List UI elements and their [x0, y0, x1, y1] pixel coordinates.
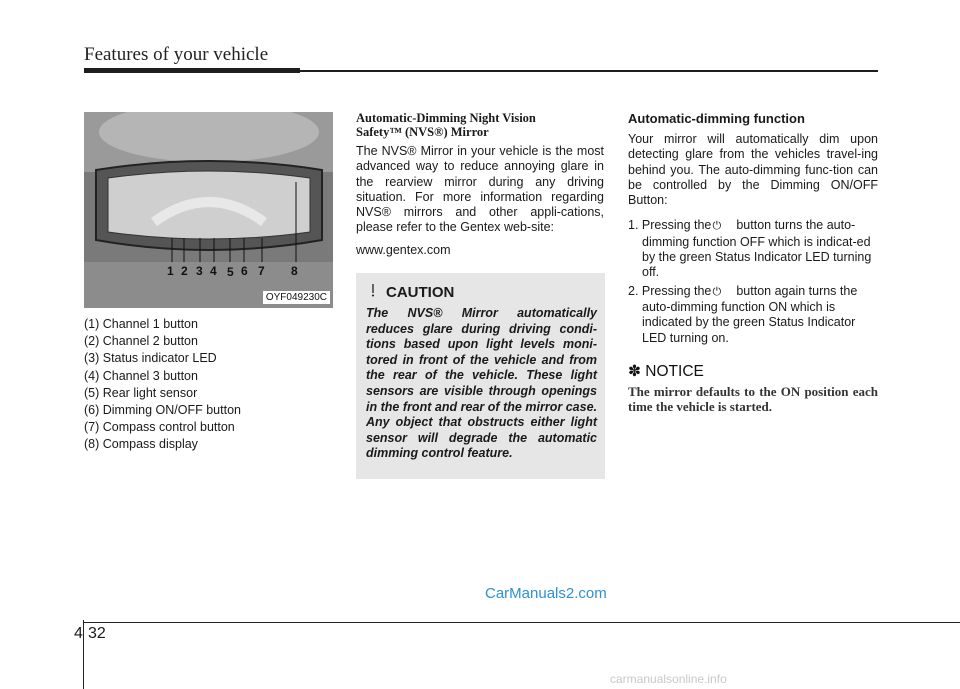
callout-7: 7 — [258, 264, 265, 278]
step-1-pre: 1. Pressing the — [628, 218, 712, 233]
bottom-watermark: carmanualsonline.info — [610, 672, 727, 686]
notice-body: The mirror defaults to the ON position each time the vehicle is started. — [628, 383, 878, 415]
header-rule-thick — [84, 68, 300, 73]
caution-heading: CAUTION — [386, 284, 455, 301]
page-number: 32 — [88, 625, 106, 642]
caption-5: (5) Rear light sensor — [84, 385, 198, 400]
callout-3: 3 — [196, 264, 203, 278]
mirror-illustration — [84, 112, 333, 308]
callout-4: 4 — [210, 264, 217, 278]
callout-1: 1 — [167, 264, 174, 278]
nvs-heading-line1: Automatic-Dimming Night Vision — [356, 111, 536, 125]
footer-horizontal-rule — [83, 622, 960, 623]
footer-vertical-rule — [83, 620, 84, 689]
caution-body: The NVS® Mirror automatically reduces glare during driving condi-tions based upon light levels moni-tored in front of the vehicle and from the rear of the vehicle. These light sensors are visible through openings in the front and rear of the mirror case. Any object that obstructs either light sensor will degrade the automatic dimming control feature. — [366, 306, 597, 461]
callout-5: 5 — [227, 265, 234, 279]
auto-dimming-heading: Automatic-dimming function — [628, 111, 805, 126]
section-number: 4 — [74, 625, 83, 642]
step-2 — [628, 284, 878, 346]
nvs-section — [356, 111, 604, 257]
gentex-url: www.gentex.com — [356, 242, 451, 257]
caption-3: (3) Status indicator LED — [84, 351, 217, 366]
caption-8: (8) Compass display — [84, 437, 198, 452]
caption-2: (2) Channel 2 button — [84, 334, 198, 349]
warning-icon — [366, 283, 386, 301]
step-2-pre: 2. Pressing the — [628, 283, 712, 298]
step-2-post: button again turns the auto-dimming function ON which is indicated by the green Status Indicator LED turning on. — [642, 283, 858, 345]
nvs-body: The NVS® Mirror in your vehicle is the most advanced way to reduce annoying glare in the rearview mirror during any driving situation. For more information regarding NVS® mirrors and other appli-cations, please refer to the Gentex web-site: — [356, 144, 604, 235]
figure-code: OYF049230C — [263, 291, 330, 304]
caption-7: (7) Compass control button — [84, 420, 235, 435]
caption-4: (4) Channel 3 button — [84, 368, 198, 383]
power-icon: ⏻ — [712, 285, 722, 298]
auto-dimming-body: Your mirror will automatically dim upon detecting glare from the vehicles travel-ing behind you. The auto-dimming func-tion can be controlled by the Dimming ON/OFF Button: — [628, 132, 878, 208]
header-rule-thin — [300, 70, 878, 72]
caption-1: (1) Channel 1 button — [84, 317, 198, 331]
figure-captions — [84, 316, 334, 454]
mirror-figure — [84, 112, 333, 308]
callout-2: 2 — [181, 264, 188, 278]
carmanuals-watermark[interactable]: CarManuals2.com — [485, 585, 607, 602]
step-1-post: button turns the auto-dimming function OFF which is indicat-ed by the green Status Indicator LED turning off. — [642, 218, 872, 280]
power-icon: ⏻ — [712, 220, 722, 233]
step-1 — [628, 218, 878, 280]
notice-heading: ✽ NOTICE — [628, 362, 704, 380]
auto-dimming-section — [628, 111, 878, 415]
callout-8: 8 — [291, 264, 298, 278]
callout-6: 6 — [241, 264, 248, 278]
caption-6: (6) Dimming ON/OFF button — [84, 403, 241, 418]
nvs-heading-line2: Safety™ (NVS®) Mirror — [356, 125, 489, 139]
caution-box — [356, 273, 605, 479]
page-header-title: Features of your vehicle — [84, 44, 269, 65]
